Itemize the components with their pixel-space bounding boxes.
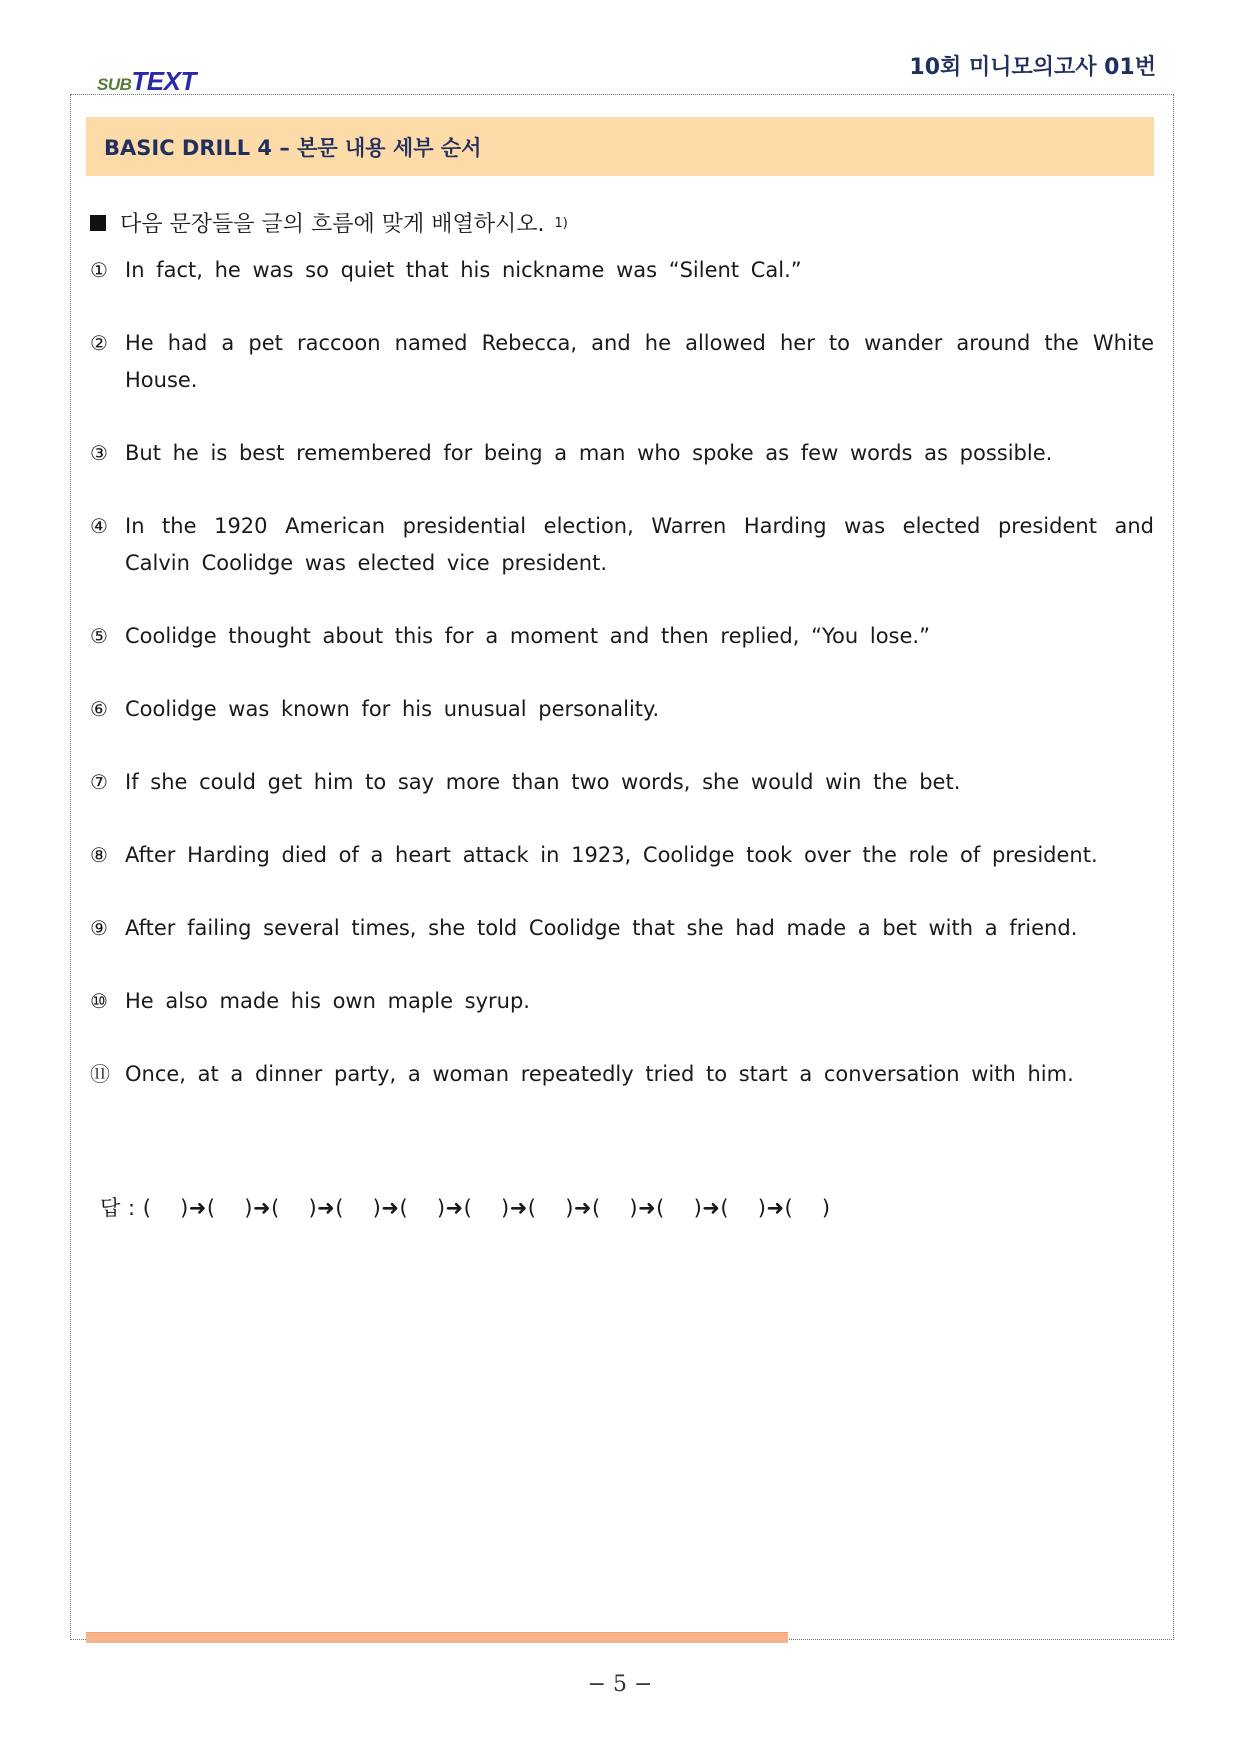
sentence-item [90, 252, 1154, 289]
answer-line: 답 : ( )➜( )➜( )➜( )➜( )➜( )➜( )➜( )➜( )➜( )➜( ) [100, 1196, 831, 1220]
sentence-text: But he is best remembered for being a man who spoke as few words as possible. [125, 441, 1053, 465]
sentence-list [90, 252, 1154, 1129]
subtext-logo [97, 66, 196, 97]
sentence-item [90, 618, 1154, 655]
instruction [90, 207, 568, 238]
sentence-text: In the 1920 American presidential election, Warren Harding was elected president and Calvin Coolidge was elected vice president. [125, 514, 1154, 575]
footnote-marker: 1) [554, 216, 568, 231]
sentence-text: Once, at a dinner party, a woman repeatedly tried to start a conversation with him. [125, 1062, 1074, 1086]
sentence-item [90, 691, 1154, 728]
sentence-item [90, 508, 1154, 582]
sentence-text: He had a pet raccoon named Rebecca, and he allowed her to wander around the White House. [125, 331, 1154, 392]
footer-bar [86, 1632, 788, 1643]
sentence-item [90, 837, 1154, 874]
sentence-item [90, 910, 1154, 947]
sentence-text: In fact, he was so quiet that his nickname was “Silent Cal.” [125, 258, 802, 282]
sentence-text: After failing several times, she told Coolidge that she had made a bet with a friend. [125, 916, 1078, 940]
sentence-text: He also made his own maple syrup. [125, 989, 530, 1013]
sentence-number: ⑥ [90, 697, 108, 721]
sentence-number: ④ [90, 514, 108, 538]
sentence-number: ⑪ [90, 1062, 110, 1086]
drill-title [86, 117, 1154, 176]
sentence-item [90, 325, 1154, 399]
sentence-number: ① [90, 258, 108, 282]
sentence-item [90, 435, 1154, 472]
sentence-item [90, 764, 1154, 801]
sentence-number: ⑤ [90, 624, 108, 648]
sentence-number: ⑩ [90, 989, 108, 1013]
square-bullet-icon [90, 215, 106, 231]
sentence-text: Coolidge thought about this for a moment and then replied, “You lose.” [125, 624, 930, 648]
sentence-text: Coolidge was known for his unusual personality. [125, 697, 660, 721]
sentence-text: After Harding died of a heart attack in 1923, Coolidge took over the role of president. [125, 843, 1098, 867]
sentence-number: ② [90, 331, 108, 355]
header-title: 10회 미니모의고사 01번 [909, 55, 1156, 80]
sentence-number: ⑧ [90, 843, 108, 867]
sentence-number: ⑨ [90, 916, 108, 940]
logo-text: TEXT [131, 66, 196, 96]
page-number: − 5 − [587, 1672, 653, 1697]
sentence-item [90, 1056, 1154, 1093]
sentence-number: ⑦ [90, 770, 108, 794]
instruction-text: 다음 문장들을 글의 흐름에 맞게 배열하시오. [120, 212, 545, 237]
sentence-item [90, 983, 1154, 1020]
sentence-text: If she could get him to say more than two words, she would win the bet. [125, 770, 961, 794]
drill-title-text: BASIC DRILL 4 – 본문 내용 세부 순서 [104, 135, 482, 160]
logo-sub: SUB [97, 75, 132, 94]
sentence-number: ③ [90, 441, 108, 465]
